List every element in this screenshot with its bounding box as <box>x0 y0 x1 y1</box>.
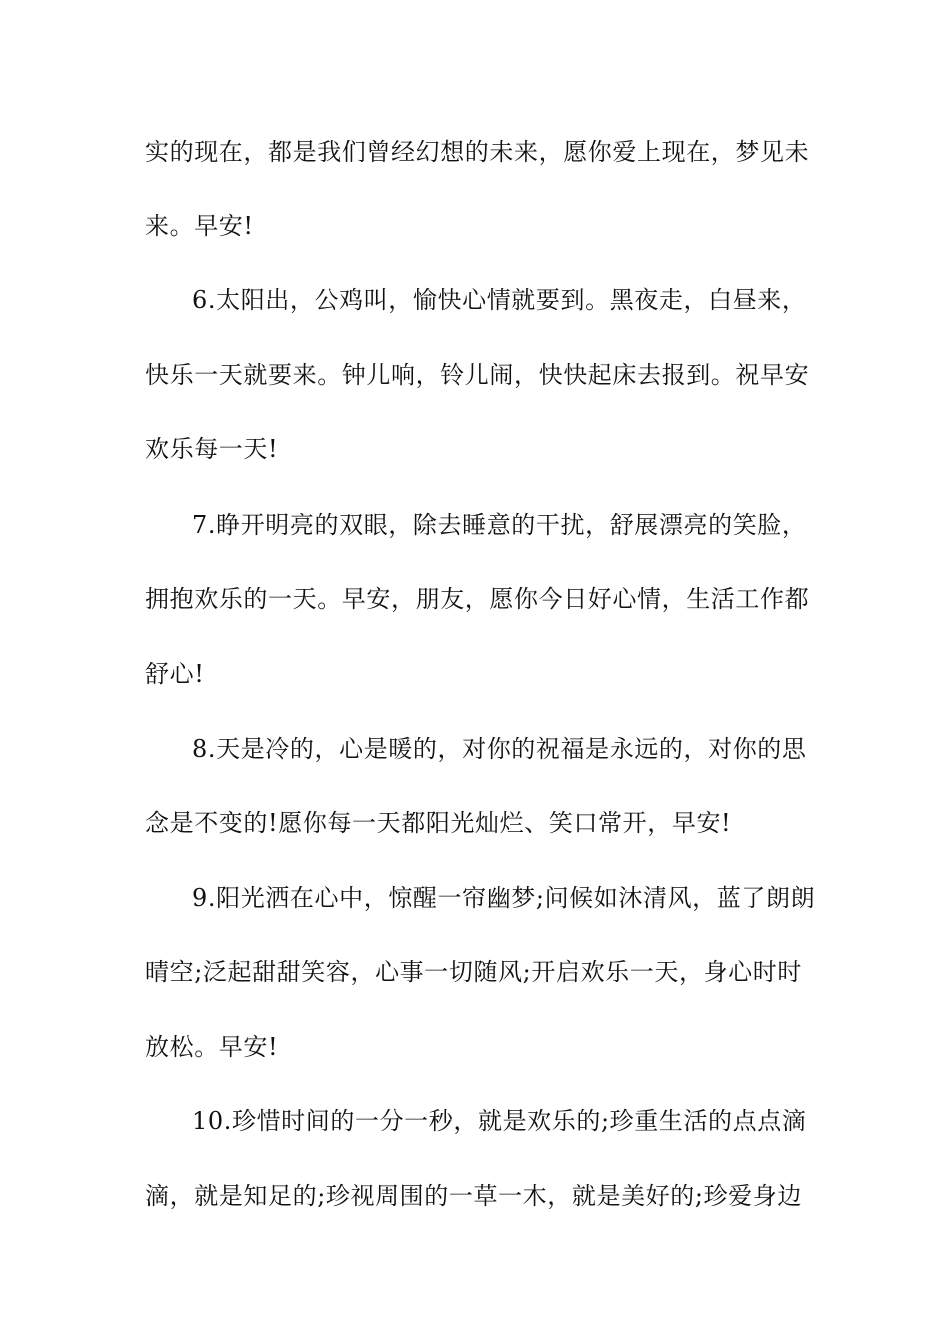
paragraph-line: 放松。早安! <box>145 1033 279 1061</box>
paragraph-line: 9.阳光洒在心中，惊醒一帘幽梦;问候如沐清风，蓝了朗朗 <box>192 884 816 912</box>
paragraph-line: 欢乐每一天! <box>145 435 279 463</box>
paragraph-line: 晴空;泛起甜甜笑容，心事一切随风;开启欢乐一天，身心时时 <box>145 958 802 986</box>
paragraph-line: 来。早安! <box>145 212 254 240</box>
paragraph-line: 8.天是冷的，心是暖的，对你的祝福是永远的，对你的思 <box>192 735 807 763</box>
paragraph-line: 7.睁开明亮的双眼，除去睡意的干扰，舒展漂亮的笑脸， <box>192 511 807 539</box>
paragraph-line: 实的现在，都是我们曾经幻想的未来，愿你爱上现在，梦见未 <box>145 138 810 166</box>
paragraph-line: 念是不变的!愿你每一天都阳光灿烂、笑口常开，早安! <box>145 809 732 837</box>
paragraph-line: 滴，就是知足的;珍视周围的一草一木，就是美好的;珍爱身边 <box>145 1182 802 1210</box>
paragraph-line: 拥抱欢乐的一天。早安，朋友，愿你今日好心情，生活工作都 <box>145 585 810 613</box>
paragraph-line: 6.太阳出，公鸡叫，愉快心情就要到。黑夜走，白昼来， <box>192 286 807 314</box>
paragraph-line: 10.珍惜时间的一分一秒，就是欢乐的;珍重生活的点点滴 <box>192 1107 807 1135</box>
paragraph-line: 快乐一天就要来。钟儿响，铃儿闹，快快起床去报到。祝早安 <box>145 361 810 389</box>
paragraph-line: 舒心! <box>145 660 205 688</box>
